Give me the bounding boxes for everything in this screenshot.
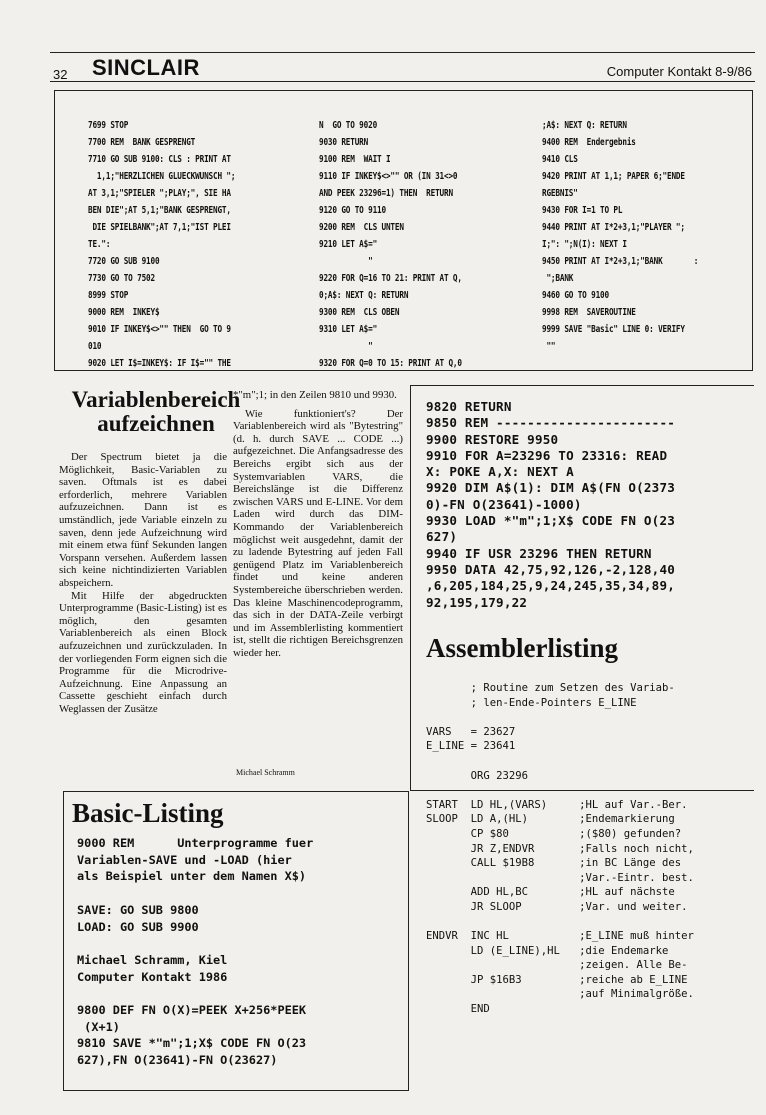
right-listing-top-rule — [410, 385, 754, 386]
article-paragraph: Mit Hilfe der abgedruckten Unterprogramme (Basic-Listing) ist es möglich, den gesamten Variablenbereich als einen Block aufzuzeichnen und zurückzuladen. In der vorliegenden Form eignen sich die Programme für die Microdrive-Aufzeichnung. Eine Anpassung an Cassette geschieht einfach durch Weglassen der Zusätze — [59, 589, 227, 715]
page-number: 32 — [53, 67, 68, 82]
top-listing-column-2: N GO TO 9020 9030 RETURN 9100 REM WAIT I 9110 IF INKEY$<>"" OR (IN 31<>0 AND PEEK 23296=1) THEN RETURN 9120 GO TO 9110 9200 REM CLS UNTEN 9210 LET A$=" " 9220 FOR Q=16 TO 21: PRINT AT Q, 0;A$: NEXT Q: RETURN 9300 REM CLS OBEN 9310 LET A$=" " 9320 FOR Q=0 TO 15: PRINT AT Q,0 — [319, 120, 462, 369]
basic-listing-code: 9000 REM Unterprogramme fuer Variablen-SAVE und -LOAD (hier als Beispiel unter dem Namen X$) SAVE: GO SUB 9800 LOAD: GO SUB 9900 Michael Schramm, Kiel Computer Kontakt 1986 9800 DEF FN O(X)=PEEK X+256*PEEK (X+1) 9810 SAVE *"m";1;X$ CODE FN O(23 627),FN O(23641)-FN O(23627) — [77, 836, 314, 1068]
assembler-code: ; Routine zum Setzen des Variab- ; len-Ende-Pointers E_LINE VARS = 23627 E_LINE = 23641 ORG 23296 START LD HL,(VARS) ;HL auf Var.-Ber. SLOOP LD A,(HL) ;Endemarkierung CP $80 ;($80) gefunden? JR Z,ENDVR ;Falls noch nicht, CALL $19B8 ;in BC Länge des ;Var.-Eintr. best. ADD HL,BC ;HL auf nächste JR SLOOP ;Var. und weiter. ENDVR INC HL ;E_LINE muß hinter LD (E_LINE),HL ;die Endemarke ;zeigen. Alle Be- JP $16B3 ;reiche ab E_LINE ;auf Minimalgröße. END — [426, 682, 694, 1016]
section-brand: SINCLAIR — [92, 55, 200, 80]
article-paragraph: Der Spectrum bietet ja die Möglichkeit, Basic-Variablen zu saven. Oftmals ist es dabei erforderlich, mehrere Variablen aufzuzeichnen. Dann ist es umständlich, jede Variable einzeln zu saven, denn jede Aufzeichnung wird mit einem etwa fünf Sekunden langen Vorspann versehen. Außerdem lassen sich keine nichtindizierten Variablen abspeichern. — [59, 451, 227, 589]
header-rule-top — [50, 52, 755, 53]
article-column-2 — [233, 389, 403, 659]
article-column-1 — [59, 451, 227, 715]
article-title: Variablenbereich aufzeichnen — [71, 387, 241, 436]
magazine-issue: Computer Kontakt 8-9/86 — [606, 64, 752, 79]
article-paragraph: Wie funktioniert's? Der Variablenbereich wird als "Bytestring" (d. h. durch SAVE ... CODE ...) aufgezeichnet. Die Anfangsadresse des Bereichs ergibt sich aus der Systemvariablen VARS, die Bereichslänge ist die Differenz zwischen VARS und E-LINE. Vor dem Laden wird durch das DIM-Kommando der Variablenbereich möglichst weit ausgedehnt, damit der zu ladende Bytestring auf jeden Fall genügend Platz im Variablenbereich findet und keine anderen Systembereiche überschrieben werden. Das kleine Maschinencodeprogramm, das sich in der DATA-Zeile verbirgt und im Assemblerlisting kommentiert ist, stellt die richtigen Bereichsgrenzen wieder her. — [233, 407, 403, 659]
top-listing-column-3: ;A$: NEXT Q: RETURN 9400 REM Endergebnis 9410 CLS 9420 PRINT AT 1,1; PAPER 6;"ENDE RGEBNIS" 9430 FOR I=1 TO PL 9440 PRINT AT I*2+3,1;"PLAYER "; I;": ";N(I): NEXT I 9450 PRINT AT I*2+3,1;"BANK : ";BANK 9460 GO TO 9100 9998 REM SAVEROUTINE 9999 SAVE "Basic" LINE 0: VERIFY "" — [542, 120, 699, 352]
assembler-title: Assemblerlisting — [426, 633, 618, 663]
article-paragraph: *"m";1; in den Zeilen 9810 und 9930. — [233, 389, 397, 401]
right-basic-code: 9820 RETURN 9850 REM ----------------------- 9900 RESTORE 9950 9910 FOR A=23296 TO 23316: READ X: POKE A,X: NEXT A 9920 DIM A$(1): DIM A$(FN O(2373 0)-FN O(23641)-1000) 9930 LOAD *"m";1;X$ CODE FN O(23 627) 9940 IF USR 23296 THEN RETURN 9950 DATA 42,75,92,126,-2,128,40 ,6,205,184,25,9,24,245,35,34,89, 92,195,179,22 — [426, 399, 676, 610]
header-rule — [50, 81, 755, 82]
top-listing-box — [54, 90, 753, 371]
basic-listing-title: Basic-Listing — [72, 798, 224, 828]
top-listing-column-1: 7699 STOP 7700 REM BANK GESPRENGT 7710 GO SUB 9100: CLS : PRINT AT 1,1;"HERZLICHEN GLUECKWUNSCH "; AT 3,1;"SPIELER ";PLAY;", SIE HA BEN DIE";AT 5,1;"BANK GESPRENGT, DIE SPIELBANK";AT 7,1;"IST PLEI TE.": 7720 GO SUB 9100 7730 GO TO 7502 8999 STOP 9000 REM INKEY$ 9010 IF INKEY$<>"" THEN GO TO 9 010 9020 LET I$=INKEY$: IF I$="" THE — [88, 120, 236, 369]
article-author: Michael Schramm — [236, 768, 295, 777]
